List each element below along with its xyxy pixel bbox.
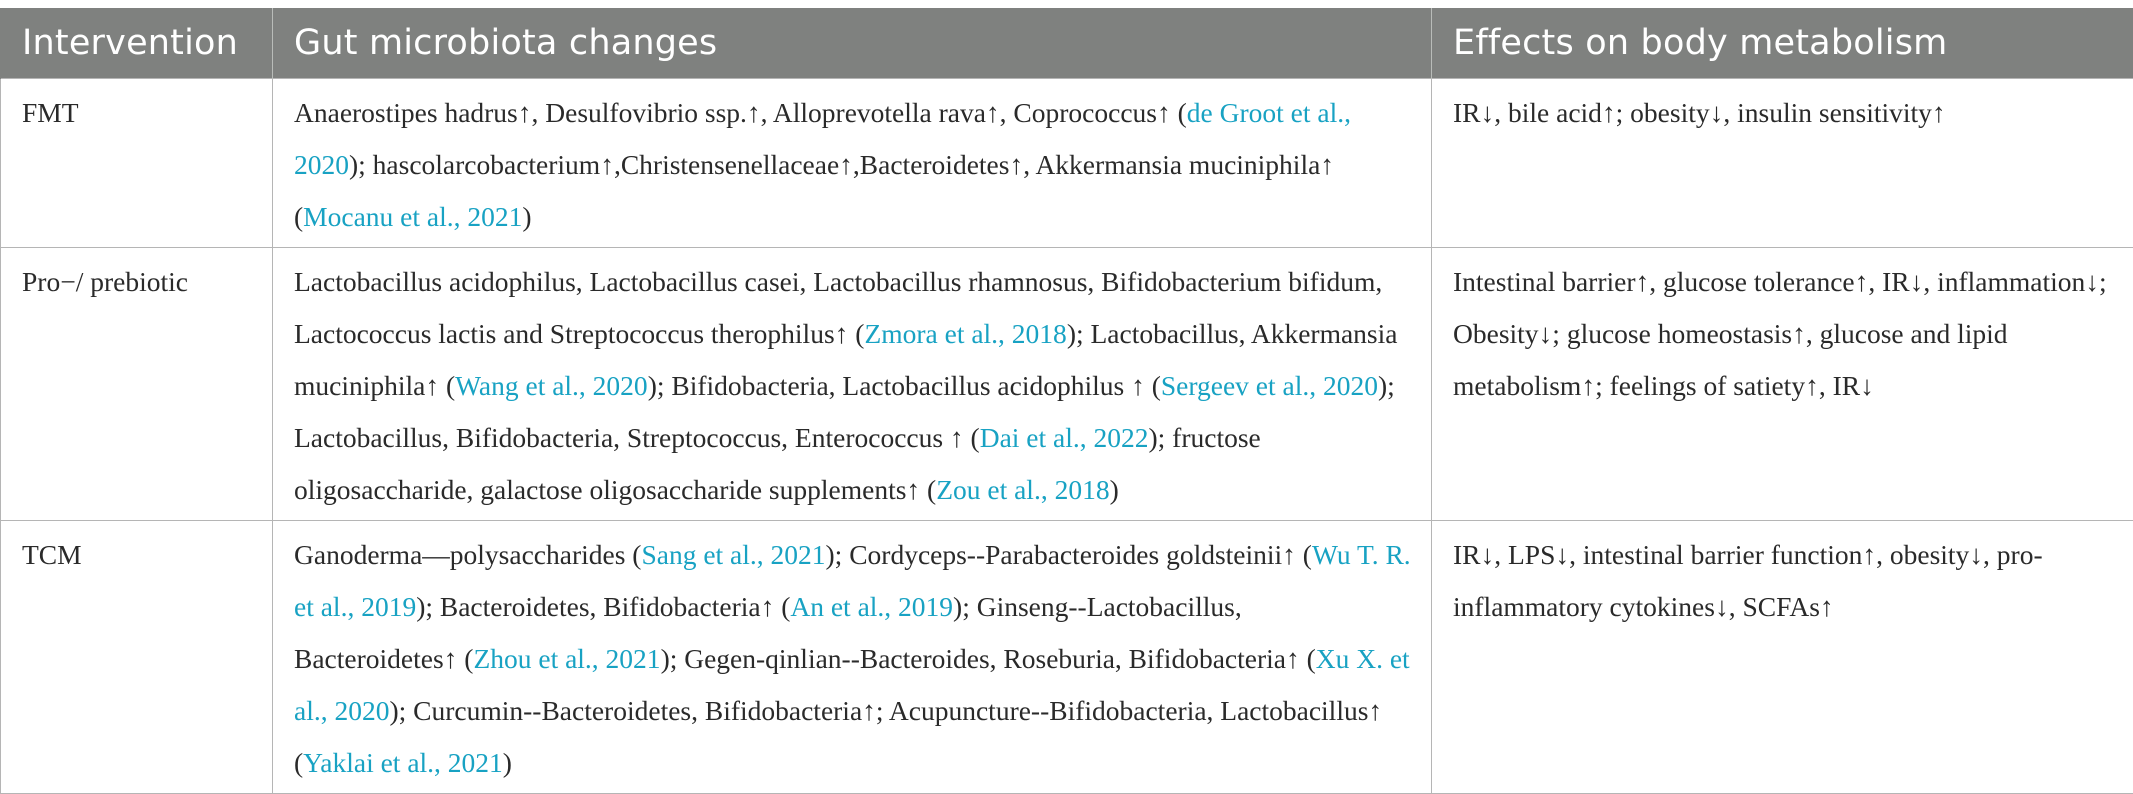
changes-cell: Anaerostipes hadrus↑, Desulfovibrio ssp.↑, Alloprevotella rava↑, Coprococcus↑ (de Groot et al., 2020); hascolarcobacterium↑,Christensenellaceae↑,Bacteroidetes↑, Akkermansia muciniphila↑ (Mocanu et al., 2021) xyxy=(273,79,1432,248)
changes-cell: Lactobacillus acidophilus, Lactobacillus casei, Lactobacillus rhamnosus, Bifidobacterium bifidum, Lactococcus lactis and Streptococcus therophilus↑ (Zmora et al., 2018); Lactobacillus, Akkermansia muciniphila↑ (Wang et al., 2020); Bifidobacteria, Lactobacillus acidophilus ↑ (Sergeev et al., 2020); Lactobacillus, Bifidobacteria, Streptococcus, Enterococcus ↑ (Dai et al., 2022); fructose oligosaccharide, galactose oligosaccharide supplements↑ (Zou et al., 2018) xyxy=(273,248,1432,521)
citation-link[interactable]: Zmora et al., 2018 xyxy=(864,318,1066,349)
citation-link[interactable]: de Groot et al., 2020 xyxy=(294,97,1351,180)
header-intervention: Intervention xyxy=(1,8,273,79)
table-row xyxy=(1,248,2133,521)
citation-link[interactable]: Zhou et al., 2021 xyxy=(473,643,660,674)
citation-link[interactable]: Yaklai et al., 2021 xyxy=(303,747,503,778)
citation-link[interactable]: Dai et al., 2022 xyxy=(980,422,1149,453)
table-row xyxy=(1,521,2133,794)
table-container xyxy=(0,8,2133,794)
intervention-cell: Pro−/ prebiotic xyxy=(1,248,273,521)
header-row xyxy=(1,8,2133,79)
header-effects-on-metabolism: Effects on body metabolism xyxy=(1432,8,2133,79)
citation-link[interactable]: Xu X. et al., 2020 xyxy=(294,643,1410,726)
citation-link[interactable]: Wang et al., 2020 xyxy=(455,370,648,401)
citation-link[interactable]: Mocanu et al., 2021 xyxy=(303,201,522,232)
effects-cell: IR↓, bile acid↑; obesity↓, insulin sensitivity↑ xyxy=(1432,79,2133,248)
citation-link[interactable]: Sang et al., 2021 xyxy=(641,539,825,570)
effects-cell: IR↓, LPS↓, intestinal barrier function↑, obesity↓, pro-inflammatory cytokines↓, SCFAs↑ xyxy=(1432,521,2133,794)
header-gut-microbiota-changes: Gut microbiota changes xyxy=(273,8,1432,79)
intervention-cell: TCM xyxy=(1,521,273,794)
changes-cell: Ganoderma—polysaccharides (Sang et al., 2021); Cordyceps--Parabacteroides goldsteinii↑ (Wu T. R. et al., 2019); Bacteroidetes, Bifidobacteria↑ (An et al., 2019); Ginseng--Lactobacillus, Bacteroidetes↑ (Zhou et al., 2021); Gegen-qinlian--Bacteroides, Roseburia, Bifidobacteria↑ (Xu X. et al., 2020); Curcumin--Bacteroidetes, Bifidobacteria↑; Acupuncture--Bifidobacteria, Lactobacillus↑ (Yaklai et al., 2021) xyxy=(273,521,1432,794)
citation-link[interactable]: Zou et al., 2018 xyxy=(936,474,1109,505)
table-row xyxy=(1,79,2133,248)
microbiota-interventions-table xyxy=(0,8,2133,794)
effects-cell: Intestinal barrier↑, glucose tolerance↑, IR↓, inflammation↓; Obesity↓; glucose homeostasis↑, glucose and lipid metabolism↑; feelings of satiety↑, IR↓ xyxy=(1432,248,2133,521)
citation-link[interactable]: An et al., 2019 xyxy=(790,591,953,622)
intervention-cell: FMT xyxy=(1,79,273,248)
citation-link[interactable]: Wu T. R. et al., 2019 xyxy=(294,539,1411,622)
citation-link[interactable]: Sergeev et al., 2020 xyxy=(1161,370,1378,401)
